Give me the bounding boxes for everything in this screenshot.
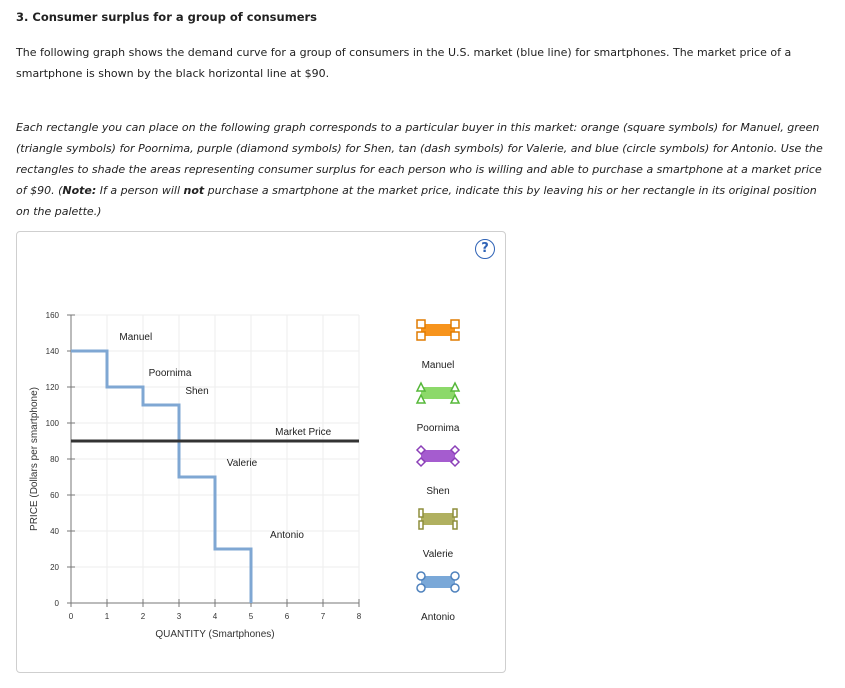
- y-tick-label: 120: [45, 383, 59, 392]
- instructions-part1: Each rectangle you can place on the following graph corresponds to a particular buyer in this market: orange (square symbols) for Manuel, green (triangle symbols) for Poornima, purple (diamond symbols) for Shen, tan (dash symbols) for Valerie, and blue (circle symbols) for Antonio. Use the rectangles to shade the areas representing consumer surplus for each person who is willing and able to purchase a smartphone at a market price of $90. (: [16, 121, 823, 197]
- y-tick-label: 100: [45, 419, 59, 428]
- instructions-part3: purchase a smartphone at the market price, indicate this by leaving his or her rectangle in its original position on the palette.): [16, 184, 817, 218]
- buyer-label: Antonio: [270, 530, 304, 542]
- buyer-label: Manuel: [119, 332, 153, 344]
- x-tick-label: 6: [284, 612, 290, 621]
- palette-label: Poornima: [416, 423, 460, 434]
- y-tick-label: 60: [50, 491, 59, 500]
- palette-poornima[interactable]: [417, 383, 459, 403]
- palette-manuel[interactable]: [417, 320, 459, 340]
- palette-label: Valerie: [422, 549, 454, 560]
- intro-paragraph: The following graph shows the demand curve for a group of consumers in the U.S. market (blue line) for smartphones. The market price of a smartphone is shown by the black horizontal line at $90.: [16, 46, 792, 80]
- y-tick-label: 160: [45, 311, 59, 320]
- buyer-label: Shen: [185, 386, 209, 398]
- y-tick-label: 40: [50, 527, 59, 536]
- x-tick-label: 8: [356, 612, 362, 621]
- palette-rect-manuel[interactable]: [421, 324, 455, 336]
- palette-handle-circle[interactable]: [451, 584, 459, 592]
- palette-label: Shen: [426, 486, 450, 497]
- y-tick-label: 20: [50, 563, 59, 572]
- palette-handle-square[interactable]: [451, 320, 459, 328]
- palette-handle-dash[interactable]: [419, 521, 423, 529]
- not-word: not: [183, 184, 205, 197]
- palette-shen[interactable]: [417, 446, 459, 466]
- palette-rect-poornima[interactable]: [421, 387, 455, 399]
- x-tick-label: 3: [176, 612, 182, 621]
- market-price-label: Market Price: [275, 427, 332, 438]
- help-icon[interactable]: ?: [475, 239, 495, 259]
- buyer-label: Poornima: [148, 368, 192, 380]
- x-tick-label: 1: [104, 612, 110, 621]
- palette-handle-square[interactable]: [417, 332, 425, 340]
- y-tick-label: 140: [45, 347, 59, 356]
- palette-handle-square[interactable]: [451, 332, 459, 340]
- x-tick-label: 2: [140, 612, 146, 621]
- palette-label: Manuel: [421, 360, 455, 371]
- palette-handle-square[interactable]: [417, 320, 425, 328]
- x-tick-label: 0: [68, 612, 74, 621]
- palette-antonio[interactable]: [417, 572, 459, 592]
- x-tick-label: 7: [320, 612, 326, 621]
- question-title: 3. Consumer surplus for a group of consumers: [16, 10, 318, 24]
- buyer-label: Valerie: [226, 458, 258, 470]
- x-axis-title: QUANTITY (Smartphones): [155, 629, 275, 640]
- y-axis-title: PRICE (Dollars per smartphone): [29, 387, 40, 531]
- note-label: Note:: [62, 184, 97, 197]
- x-tick-label: 4: [212, 612, 218, 621]
- palette-handle-dash[interactable]: [453, 521, 457, 529]
- palette-rect-shen[interactable]: [421, 450, 455, 462]
- palette-handle-dash[interactable]: [419, 509, 423, 517]
- palette-handle-triangle[interactable]: [417, 383, 425, 391]
- x-tick-label: 5: [248, 612, 254, 621]
- palette-handle-circle[interactable]: [417, 572, 425, 580]
- y-tick-label: 80: [50, 455, 59, 464]
- palette-handle-triangle[interactable]: [451, 383, 459, 391]
- y-tick-label: 0: [54, 599, 59, 608]
- palette-valerie[interactable]: [419, 509, 457, 529]
- palette-handle-circle[interactable]: [417, 584, 425, 592]
- instructions-part2: If a person will: [96, 184, 184, 197]
- palette-rect-antonio[interactable]: [421, 576, 455, 588]
- demand-curve: [71, 351, 251, 603]
- palette-handle-dash[interactable]: [453, 509, 457, 517]
- palette-handle-circle[interactable]: [451, 572, 459, 580]
- palette-rect-valerie[interactable]: [421, 513, 455, 525]
- palette-label: Antonio: [421, 612, 455, 623]
